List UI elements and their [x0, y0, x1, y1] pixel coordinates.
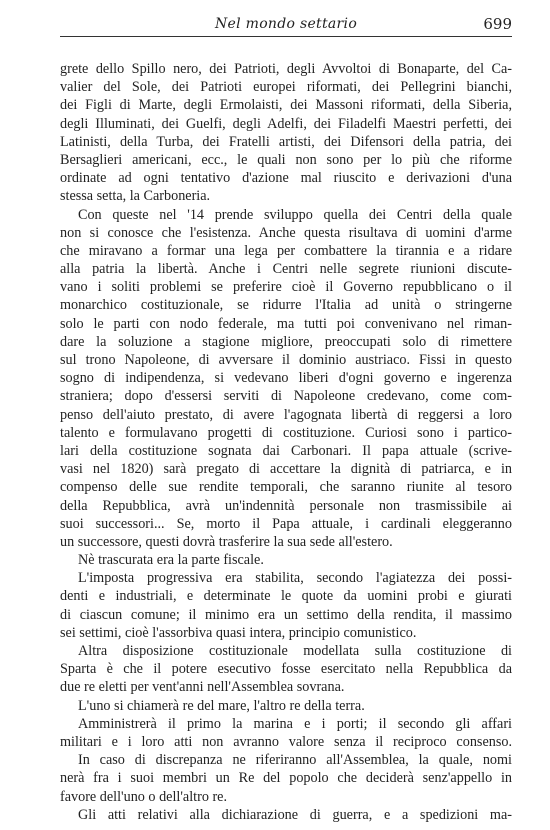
- text-line: dei Figli di Marte, degli Ermolaisti, dei Massoni riformati, della Siberia,: [60, 97, 512, 114]
- text-line: della Repubblica, avrà un'indennità personale non trasmissibile ai: [60, 497, 512, 514]
- text-line: Con queste nel '14 prende sviluppo quella dei Centri della quale: [78, 206, 512, 223]
- text-line: sogno di indipendenza, si vedevano liberi d'ogni governo e ingerenza: [60, 370, 512, 387]
- text-line: penso dell'aiuto prestato, di avere l'agognata libertà di reggersi a loro: [60, 406, 512, 423]
- text-line: valier del Sole, dei Patrioti europei riformati, dei Pellegrini bianchi,: [60, 79, 512, 96]
- text-line: sul trono Napoleone, di avversare il dominio austriaco. Fissi in questo: [60, 352, 512, 368]
- text-line: stessa setta, la Carboneria.: [60, 188, 211, 205]
- text-line: lari della costituzione sognata dai Carbonari. Il papa attuale (scrive-: [60, 442, 512, 459]
- running-title: Nel mondo settario: [214, 16, 358, 32]
- text-line: nerà fra i suoi membri un Re del popolo che deciderà senz'appello in: [60, 770, 512, 787]
- text-line: militari e i loro atti non avranno valore senza il reciproco consenso.: [60, 733, 512, 750]
- text-line: Latinisti, della Turba, dei Fratelli artisti, dei Difensori della patria, dei: [60, 133, 512, 150]
- text-line: talento e formulavano progetti di costituzione. Curiosi sono i partico-: [60, 424, 512, 441]
- text-line: Sparta è che il potere esecutivo fosse esercitato nella Repubblica da: [60, 661, 512, 678]
- text-line: L'uno si chiamerà re del mare, l'altro re della terra.: [78, 697, 365, 714]
- text-line: solo le parti con nodo federale, ma tutti poi convenivano nel riman-: [60, 315, 512, 332]
- body-text: [60, 60, 512, 824]
- text-line: vano i soliti problemi se preferire cioè il Governo repubblicano o il: [60, 279, 512, 296]
- page-header: [60, 12, 512, 37]
- text-line: compenso delle sue rendite temporali, che saranno riunite al tesoro: [60, 479, 512, 496]
- text-line: degli Illuminati, dei Guelfi, degli Adelfi, dei Filadelfi Maestri perfetti, dei: [60, 115, 512, 132]
- text-line: due re eletti per vent'anni nell'Assemblea sovrana.: [60, 679, 345, 696]
- text-line: alla patria la libertà. Anche i Centri nelle segrete riunioni discute-: [60, 261, 512, 278]
- text-line: straniera; dopo d'essersi serviti di Napoleone credevano, come com-: [60, 388, 512, 405]
- text-line: Amministrerà il primo la marina e i porti; il secondo gli affari: [78, 715, 512, 732]
- text-line: un successore, questi dovrà trasferire la sua sede all'estero.: [60, 533, 393, 550]
- text-line: dare la soluzione a stagione migliore, preoccupati solo di rimettere: [60, 333, 512, 350]
- text-line: di ciascun comune; il minimo era un settimo della rendita, il massimo: [60, 606, 512, 623]
- text-line: Gli atti relativi alla dichiarazione di guerra, e a spedizioni ma-: [78, 806, 512, 823]
- text-line: che miravano a formar una lega per combattere la tirannia e a ridare: [60, 242, 512, 259]
- text-line: ordinate ad ogni tentativo d'azione mal riuscito e derivazioni d'una: [60, 170, 512, 187]
- text-line: grete dello Spillo nero, dei Patrioti, degli Avvoltoi di Bonaparte, del Ca-: [60, 61, 512, 77]
- text-line: Bersaglieri americani, ecc., le quali non sono per lo più che riforme: [60, 151, 512, 168]
- text-line: In caso di discrepanza ne riferiranno all'Assemblea, la quale, nomi: [78, 752, 512, 769]
- text-line: monarchico costituzionale, se ridurre l'Italia ad unità o stringerne: [60, 297, 512, 314]
- text-line: vasi nel 1820) sarà pregato di accettare la dignità di patriarca, e in: [60, 461, 512, 478]
- text-line: favore dell'uno o dell'altro re.: [60, 788, 228, 805]
- text-line: Altra disposizione costituzionale modellata sulla costituzione di: [78, 643, 512, 659]
- page-number: 699: [483, 15, 512, 33]
- text-line: Nè trascurata era la parte fiscale.: [78, 552, 264, 569]
- text-line: sei settimi, cioè l'assorbiva quasi intera, principio comunistico.: [60, 624, 417, 641]
- text-line: non si conosce che l'esistenza. Anche questa risultava di uomini d'arme: [60, 224, 512, 241]
- text-line: L'imposta progressiva era stabilita, secondo l'agiatezza dei possi-: [78, 570, 512, 587]
- text-line: denti e industriali, e determinate le quote da uomini probi e giurati: [60, 588, 512, 605]
- text-line: suoi successori... Se, morto il Papa attuale, i cardinali eleggeranno: [60, 515, 512, 532]
